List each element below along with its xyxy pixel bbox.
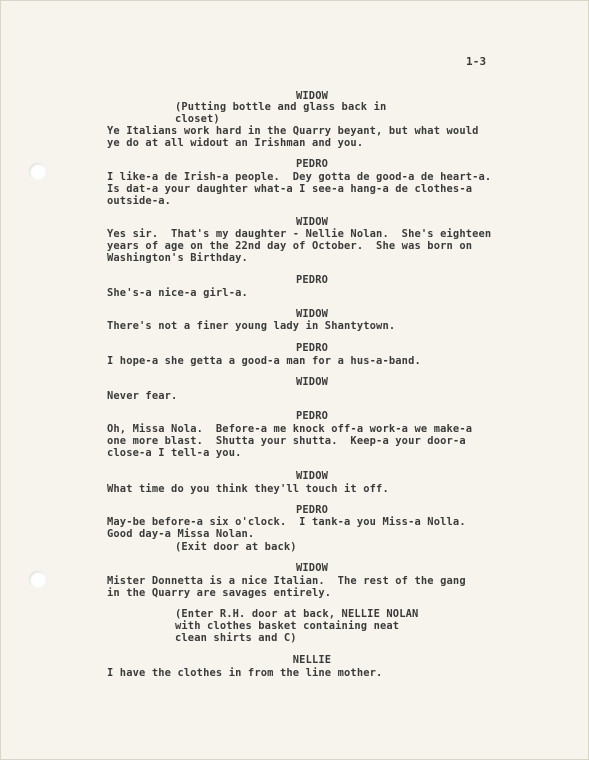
- stage-direction: (Exit door at back): [175, 541, 297, 553]
- dialogue: I have the clothes in from the line mother.: [107, 667, 383, 679]
- speaker-name: PEDRO: [295, 274, 329, 286]
- dialogue: There's not a finer young lady in Shantytown.: [107, 320, 396, 332]
- speaker-name: NELLIE: [292, 654, 332, 666]
- dialogue: Yes sir. That's my daughter - Nellie Nolan. She's eighteen years of age on the 22nd day of October. She was born on Washington's Birthday.: [107, 228, 492, 265]
- dialogue: She's-a nice-a girl-a.: [107, 287, 248, 299]
- speaker-name: WIDOW: [295, 562, 329, 574]
- speaker-name: PEDRO: [295, 504, 329, 516]
- stage-direction: (Enter R.H. door at back, NELLIE NOLAN with clothes basket containing neat clean shirts and C): [175, 608, 419, 645]
- dialogue: Ye Italians work hard in the Quarry beyant, but what would ye do at all widout an Irishman and you.: [107, 125, 479, 150]
- dialogue: What time do you think they'll touch it off.: [107, 483, 389, 495]
- speaker-name: WIDOW: [295, 376, 329, 388]
- speaker-name: PEDRO: [295, 410, 329, 422]
- dialogue: I like-a de Irish-a people. Dey gotta de good-a de heart-a. Is dat-a your daughter what-a I see-a hang-a de clothes-a outside-a.: [107, 171, 492, 208]
- dialogue: Oh, Missa Nola. Before-a me knock off-a work-a we make-a one more blast. Shutta your shutta. Keep-a your door-a close-a I tell-a you.: [107, 423, 473, 460]
- dialogue: I hope-a she getta a good-a man for a hus-a-band.: [107, 355, 421, 367]
- speaker-name: WIDOW: [295, 216, 329, 228]
- page-number: 1-3: [466, 55, 487, 68]
- speaker-name: WIDOW: [295, 470, 329, 482]
- speaker-name: WIDOW: [295, 308, 329, 320]
- stage-direction: (Putting bottle and glass back in closet): [175, 101, 387, 126]
- dialogue: May-be before-a six o'clock. I tank-a you Miss-a Nolla. Good day-a Missa Nolan.: [107, 516, 466, 541]
- speaker-name: PEDRO: [295, 158, 329, 170]
- dialogue: Mister Donnetta is a nice Italian. The rest of the gang in the Quarry are savages entirely.: [107, 575, 466, 600]
- dialogue: Never fear.: [107, 390, 178, 402]
- speaker-name: PEDRO: [295, 342, 329, 354]
- speaker-name: WIDOW: [295, 90, 329, 102]
